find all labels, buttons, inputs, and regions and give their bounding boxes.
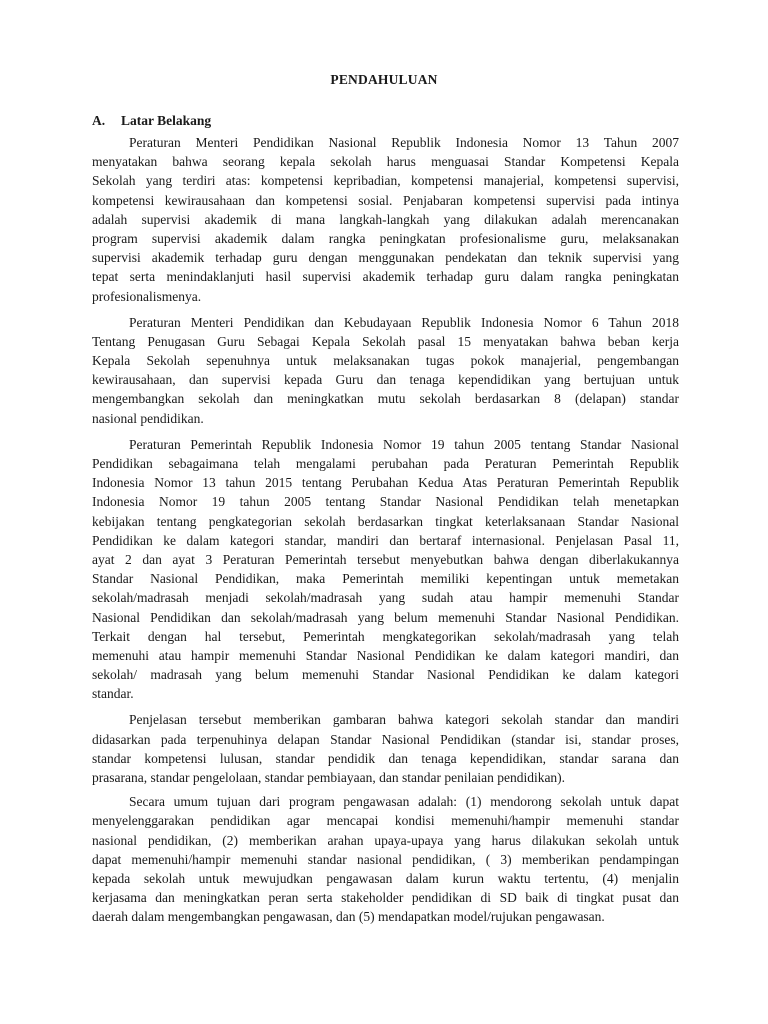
paragraph-line: prasarana, standar pengelolaan, standar pembiayaan, dan standar penilaian pendidikan). — [92, 770, 566, 785]
paragraph-line: profesionalismenya. — [92, 288, 202, 304]
paragraph-line: tepat serta menindaklanjuti hasil supervisi akademik terhadap guru dalam rangka peningkatan — [92, 269, 679, 285]
paragraph-line: Sekolah yang terdiri atas: kompetensi kepribadian, kompetensi manajerial, kompetensi supervisi, — [92, 173, 679, 189]
paragraph-line: sekolah/madrasah menjadi sekolah/madrasah yang sudah atau hampir memenuhi Standar — [92, 590, 679, 606]
paragraph-line: nasional pendidikan, (2) memberikan arahan upaya-upaya yang harus dilakukan sekolah untuk — [92, 832, 679, 848]
section-title: Latar Belakang — [121, 113, 212, 128]
paragraph-line: Indonesia Nomor 13 tahun 2015 tentang Perubahan Kedua Atas Peraturan Pemerintah Republik — [92, 475, 679, 491]
paragraph-line: kepada sekolah untuk mewujudkan pengawasan dalam kurun waktu tertentu, (4) menjalin — [92, 870, 679, 886]
paragraph-line: supervisi akademik terhadap guru dengan menggunakan pendekatan dan teknik supervisi yang — [92, 250, 679, 266]
paragraph-line: Pendidikan ke dalam kategori standar, mandiri dan bertaraf internasional. Penjelasan Pasal 11, — [92, 532, 679, 548]
document-body — [92, 133, 679, 927]
paragraph-line: Standar Nasional Pendidikan, maka Pemerintah memiliki kepentingan untuk memetakan — [92, 571, 679, 587]
paragraph-line: kewirausahaan, dan supervisi kepada Guru dan tenaga kependidikan yang bertujuan untuk — [92, 372, 679, 388]
paragraph-line: standar. — [92, 686, 134, 702]
paragraph-line: standar kompetensi lulusan, standar pendidik dan tenaga kependidikan, standar sarana dan — [92, 750, 679, 766]
paragraph-line: menyelenggarakan pendidikan agar mencapai kondisi memenuhi/hampir memenuhi standar — [92, 813, 679, 829]
paragraph-line: ayat 2 dan ayat 3 Peraturan Pemerintah tersebut menyebutkan bahwa dengan diberlakukannya — [92, 551, 679, 567]
paragraph-line: Terkait dengan hal tersebut, Pemerintah mengkategorikan sekolah/madrasah yang telah — [92, 628, 679, 644]
document-title: PENDAHULUAN — [330, 72, 438, 87]
paragraph-line: kerjasama dan meningkatkan peran serta stakeholder pendidikan di SD baik di tingkat pusat dan — [92, 890, 679, 906]
paragraph-line: Nasional Pendidikan dan sekolah/madrasah yang belum memenuhi Standar Nasional Pendidikan. — [92, 609, 679, 625]
paragraph-line: Pendidikan sebagaimana telah mengalami perubahan pada Peraturan Pemerintah Republik — [92, 456, 679, 471]
paragraph-line: dapat memenuhi/hampir memenuhi standar nasional pendidikan, ( 3) memberikan pendampingan — [92, 851, 679, 867]
paragraph — [92, 710, 679, 787]
paragraph-line: Indonesia Nomor 19 tahun 2005 tentang Standar Nasional Pendidikan telah menetapkan — [92, 494, 679, 510]
paragraph-line: daerah dalam mengembangkan pengawasan, dan (5) mendapatkan model/rujukan pengawasan. — [92, 909, 605, 925]
paragraph-line: nasional pendidikan. — [92, 410, 204, 426]
paragraph-line: Peraturan Menteri Pendidikan Nasional Republik Indonesia Nomor 13 Tahun 2007 — [129, 135, 679, 150]
paragraph — [92, 435, 679, 704]
section-heading — [92, 113, 211, 129]
paragraph-line: Tentang Penugasan Guru Sebagai Kepala Sekolah pasal 15 menyatakan bahwa beban kerja — [92, 333, 679, 349]
paragraph — [92, 133, 679, 306]
paragraph-line: didasarkan pada terpenuhinya delapan Standar Nasional Pendidikan (standar isi, standar proses, — [92, 731, 679, 747]
paragraph-line: kebijakan tentang pengkategorian sekolah berdasarkan tingkat keterlaksanaan Standar Nasional — [92, 513, 679, 529]
paragraph-line: Secara umum tujuan dari program pengawasan adalah: (1) mendorong sekolah untuk dapat — [129, 794, 679, 810]
paragraph-line: adalah supervisi akademik di mana langkah-langkah yang dilakukan adalah merencanakan — [92, 211, 679, 227]
paragraph-line: sekolah/ madrasah yang belum memenuhi Standar Nasional Pendidikan ke dalam kategori — [92, 667, 679, 683]
paragraph-line: kompetensi kewirausahaan dan kompetensi sosial. Penjabaran kompetensi supervisi pada intinya — [92, 192, 679, 208]
paragraph-line: Peraturan Pemerintah Republik Indonesia Nomor 19 tahun 2005 tentang Standar Nasional — [129, 436, 679, 452]
section-number: A. — [92, 113, 106, 128]
paragraph-line: Kepala Sekolah sepenuhnya untuk melaksanakan tugas pokok manajerial, pengembangan — [92, 353, 679, 369]
paragraph-line: menyatakan bahwa seorang kepala sekolah harus menguasai Standar Kompetensi Kepala — [92, 154, 679, 170]
paragraph — [92, 313, 679, 428]
paragraph-line: mengembangkan sekolah dan meningkatkan mutu sekolah berdasarkan 8 (delapan) standar — [92, 391, 679, 407]
paragraph-line: Penjelasan tersebut memberikan gambaran bahwa kategori sekolah standar dan mandiri — [129, 712, 679, 728]
paragraph-line: memenuhi atau hampir memenuhi Standar Nasional Pendidikan ke dalam kategori mandiri, dan — [92, 647, 679, 663]
paragraph-line: Peraturan Menteri Pendidikan dan Kebudayaan Republik Indonesia Nomor 6 Tahun 2018 — [129, 314, 679, 330]
paragraph — [92, 792, 679, 926]
paragraph-line: program supervisi akademik dalam rangka peningkatan profesionalisme guru, melaksanakan — [92, 230, 679, 246]
